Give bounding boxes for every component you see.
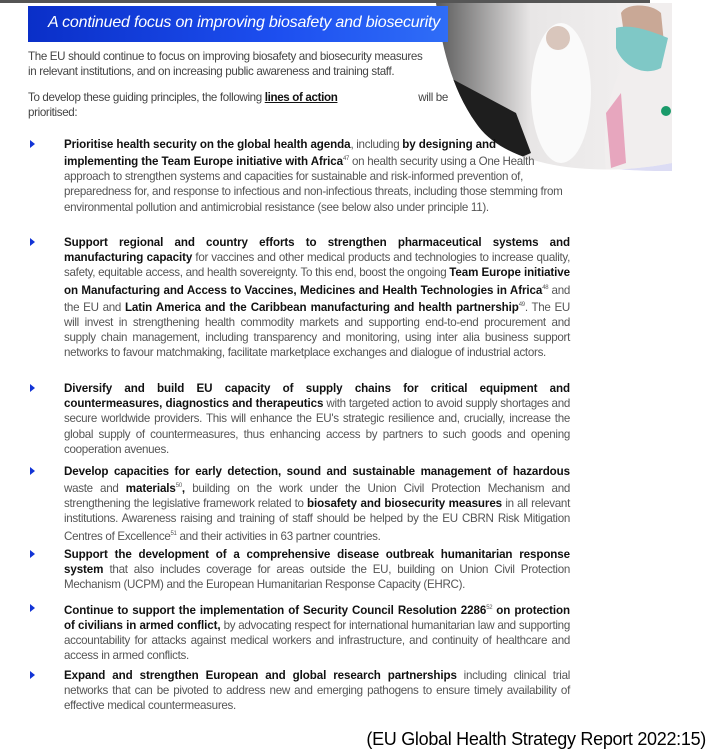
list-item-text: [64, 668, 570, 714]
footnote-ref: 50: [175, 483, 182, 490]
banner-title: A continued focus on improving biosafety and biosecurity: [48, 14, 440, 31]
footnote-ref: 49: [518, 301, 525, 308]
list-item-text: [64, 547, 570, 593]
intro-paragraph: [28, 49, 422, 79]
lead-text: prioritised:: [28, 106, 78, 119]
footnote-ref: 47: [343, 156, 350, 163]
intro-line: The EU should continue to focus on improving biosafety and biosecurity measures: [28, 50, 423, 63]
bold-text: Team Europe initiative on Manufacturing and Access to Vaccines, Medicines and Health Technologies in Africa: [64, 266, 570, 297]
body-text: for vaccines and other medical products and technologies to increase quality, safety, equitable access, and health sovereignty. To this end, boost the ongoing: [64, 251, 570, 280]
body-text: . The EU will invest in strengthening health commodity markets and supporting end-to-end procurement and supply chain management, including transparency and monitoring, using inter alia business support networks to favour matchmaking, facilitate marketplace exchanges and dialogue of industrial actors.: [64, 300, 570, 360]
bullet-arrow-icon: [30, 550, 35, 558]
body-text: building on the work under the Union Civil Protection Mechanism and strengthening the legislative framework related to: [64, 482, 570, 511]
list-item-text: [64, 601, 570, 664]
body-text: and their activities in 63 partner countries.: [176, 529, 381, 543]
footnote-ref: 51: [170, 530, 177, 537]
list-item-text: [64, 464, 570, 544]
bullet-arrow-icon: [30, 140, 35, 148]
bold-text: on protection of civilians in armed conflict,: [64, 603, 570, 633]
body-text: by advocating respect for international humanitarian law and supporting accountability for attacks against medical workers and infrastructure, and continuity of healthcare and access in armed conflicts.: [64, 619, 570, 663]
lead-text: will be: [418, 91, 448, 104]
bold-text: by designing and implementing the Team Europe initiative with Africa: [64, 138, 496, 169]
body-text: in all relevant institutions. Awareness raising and training of staff should be helped by the EU CBRN Risk Mitigation Centres of Excellence: [64, 497, 570, 543]
list-item-text: [64, 137, 564, 215]
body-text: with targeted action to avoid supply shortages and secure worldwide providers. This will enhance the EU's strategic resilience and, crucially, increase the global supply of countermeasures, thus enhancing access by partners to such goods and opening cooperation avenues.: [64, 397, 570, 456]
list-item-text: [64, 381, 570, 457]
bullet-arrow-icon: [30, 604, 35, 612]
body-text: , including: [350, 138, 403, 151]
citation: (EU Global Health Strategy Report 2022:15): [366, 729, 706, 749]
lead-text: To develop these guiding principles, the following: [28, 91, 265, 104]
bullet-arrow-icon: [30, 671, 35, 679]
bullet-arrow-icon: [30, 384, 35, 392]
body-text: that also includes coverage for areas outside the EU, building on Union Civil Protection Mechanism (UCPM) and the European Humanitarian Response Capacity (EHRC).: [64, 563, 570, 592]
body-text: on health security using a One Health approach to strengthen systems and capacities for sustainable and risk-informed prevention of, preparedness for, and response to infectious and non-infectious threats, including those stemming from environmental pollution and antimicrobial resistance (see below also under principle 11).: [64, 155, 563, 214]
bold-text: Latin America and the Caribbean manufacturing and health partnership: [124, 300, 519, 314]
body-text: including clinical trial networks that can be pivoted to address new and emerging pathogens to ensure timely availability of effective medical countermeasures.: [64, 669, 570, 713]
list-item-text: [64, 235, 570, 360]
bold-text: Continue to support the implementation of Security Council Resolution 2286: [64, 603, 487, 617]
lines-of-action-emphasis: lines of action: [264, 91, 338, 104]
bold-text: Support the development of a comprehensive disease outbreak humanitarian response system: [64, 548, 570, 577]
bold-text: Develop capacities for early detection, sound and sustainable management of hazardous: [64, 465, 570, 478]
bold-text: ,: [181, 482, 185, 496]
body-text: and the EU and: [64, 283, 570, 314]
footnote-ref: 48: [542, 284, 549, 291]
bold-text: Support regional and country efforts to strengthen pharmaceutical systems and manufacturing capacity: [64, 236, 570, 265]
bold-text: biosafety and biosecurity measures: [307, 497, 503, 511]
body-text: waste and: [64, 482, 126, 496]
footnote-ref: 52: [486, 605, 493, 611]
intro-line: in relevant institutions, and on increasing public awareness and training staff.: [28, 65, 395, 78]
bold-text: Prioritise health security on the global health agenda: [64, 138, 351, 151]
section-banner: [28, 6, 448, 42]
bullet-arrow-icon: [30, 467, 35, 475]
bullet-arrow-icon: [30, 238, 35, 246]
bold-text: Expand and strengthen European and global research partnerships: [64, 669, 457, 682]
lead-paragraph: [28, 90, 448, 120]
bold-text: materials: [125, 482, 176, 496]
bold-text: Diversify and build EU capacity of supply chains for critical equipment and countermeasures, diagnostics and therapeutics: [64, 382, 570, 411]
